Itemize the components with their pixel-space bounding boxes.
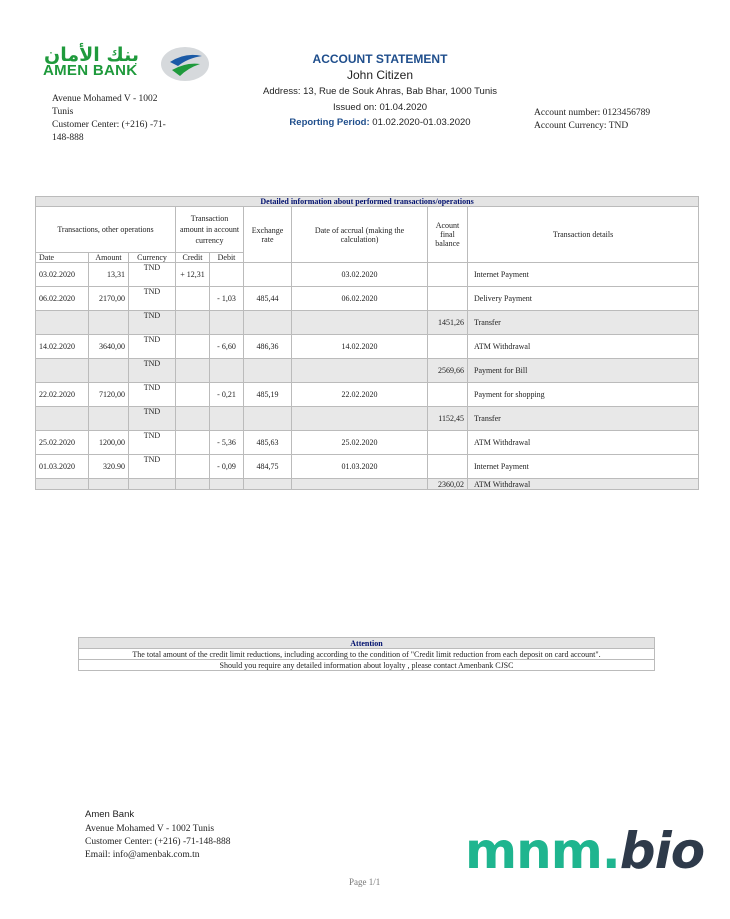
period-label: Reporting Period:: [289, 117, 370, 128]
cell-credit: [176, 455, 210, 479]
cell-credit: [176, 335, 210, 359]
footer-email: Email: info@amenbak.com.tn: [85, 850, 200, 860]
cell-amount: 7120,00: [89, 383, 129, 407]
cell-debit: - 6,60: [210, 335, 244, 359]
cell-credit: [176, 407, 210, 431]
cell-amount: [89, 359, 129, 383]
cell-debit: - 0,09: [210, 455, 244, 479]
cell-final-balance: [428, 287, 468, 311]
cell-accrual-date: [292, 407, 428, 431]
cell-debit: - 0,21: [210, 383, 244, 407]
cell-amount: 13,31: [89, 263, 129, 287]
table-row: [36, 431, 699, 455]
cell-details: ATM Withdrawal: [468, 335, 699, 359]
cell-date: [36, 311, 89, 335]
cell-final-balance: 2569,66: [428, 359, 468, 383]
cell-currency: [129, 479, 176, 490]
footer-bank-name: Amen Bank: [85, 809, 135, 820]
table-row: [36, 479, 699, 490]
cell-details: Internet Payment: [468, 455, 699, 479]
page-title: ACCOUNT STATEMENT: [312, 52, 448, 66]
attention-line-2: Should you require any detailed information about loyalty , please contact Amenbank CJSC: [79, 660, 655, 671]
cell-exchange-rate: [244, 311, 292, 335]
cell-credit: [176, 431, 210, 455]
header-transactions: Transactions, other operations: [36, 207, 176, 253]
header-final-balance: Acount final balance: [428, 207, 468, 263]
cell-accrual-date: [292, 359, 428, 383]
cell-accrual-date: 22.02.2020: [292, 383, 428, 407]
header-amount: Amount: [89, 253, 129, 263]
header-currency: Currency: [129, 253, 176, 263]
cell-amount: [89, 407, 129, 431]
attention-box: [78, 637, 655, 671]
cell-exchange-rate: 486,36: [244, 335, 292, 359]
table-row: [36, 287, 699, 311]
cell-date: 03.02.2020: [36, 263, 89, 287]
attention-title: Attention: [79, 638, 655, 649]
cell-debit: [210, 263, 244, 287]
cell-amount: 320.90: [89, 455, 129, 479]
table-title-text: Detailed information about performed transactions/operations: [260, 197, 474, 206]
cell-details: Payment for shopping: [468, 383, 699, 407]
header-date: Date: [36, 253, 89, 263]
bank-logo-arabic: بنك الأمان: [44, 44, 139, 66]
cell-currency: TND: [129, 263, 176, 287]
cell-credit: [176, 359, 210, 383]
attention-line-1: The total amount of the credit limit reductions, including according to the condition of "Credit limit reduction from each deposit on card account".: [79, 649, 655, 660]
footer-info: [85, 808, 230, 862]
cell-final-balance: 1152,45: [428, 407, 468, 431]
cell-currency: TND: [129, 383, 176, 407]
cell-currency: TND: [129, 431, 176, 455]
header-amount-in-currency: Transaction amount in account currency: [176, 207, 244, 253]
watermark-part-1: mnm.: [465, 822, 620, 880]
cell-final-balance: [428, 431, 468, 455]
watermark-part-2: bio: [619, 822, 705, 880]
cell-exchange-rate: [244, 479, 292, 490]
cell-debit: [210, 311, 244, 335]
customer-address: Address: 13, Rue de Souk Ahras, Bab Bhar, 1000 Tunis: [263, 86, 497, 97]
header-accrual-date: Date of accrual (making the calculation): [292, 207, 428, 263]
cell-final-balance: 2360,02: [428, 479, 468, 490]
cell-exchange-rate: [244, 359, 292, 383]
cell-final-balance: [428, 455, 468, 479]
header-debit: Debit: [210, 253, 244, 263]
cell-credit: [176, 311, 210, 335]
cell-debit: - 5,36: [210, 431, 244, 455]
cell-exchange-rate: 484,75: [244, 455, 292, 479]
table-row: [36, 455, 699, 479]
table-row: [36, 407, 699, 431]
cell-details: ATM Withdrawal: [468, 479, 699, 490]
header-exchange-rate: Exchange rate: [244, 207, 292, 263]
cell-details: Transfer: [468, 407, 699, 431]
table-row: [36, 335, 699, 359]
cell-details: Payment for Bill: [468, 359, 699, 383]
table-title: [36, 197, 699, 207]
transactions-table: [35, 196, 699, 490]
cell-credit: [176, 479, 210, 490]
cell-exchange-rate: 485,44: [244, 287, 292, 311]
cell-debit: [210, 479, 244, 490]
cell-details: ATM Withdrawal: [468, 431, 699, 455]
table-row: [36, 263, 699, 287]
cell-currency: TND: [129, 359, 176, 383]
cell-date: [36, 407, 89, 431]
watermark: [465, 822, 704, 880]
cell-credit: + 12,31: [176, 263, 210, 287]
bank-address-text: Avenue Mohamed V - 1002 Tunis: [52, 94, 158, 117]
cell-final-balance: [428, 263, 468, 287]
cell-details: Internet Payment: [468, 263, 699, 287]
cell-debit: - 1,03: [210, 287, 244, 311]
customer-name: John Citizen: [346, 68, 414, 82]
cell-credit: [176, 287, 210, 311]
cell-final-balance: [428, 383, 468, 407]
cell-accrual-date: [292, 479, 428, 490]
bank-address: [52, 93, 177, 145]
cell-amount: 2170,00: [89, 287, 129, 311]
cell-date: 25.02.2020: [36, 431, 89, 455]
footer-address: Avenue Mohamed V - 1002 Tunis: [85, 824, 215, 834]
cell-accrual-date: 25.02.2020: [292, 431, 428, 455]
cell-final-balance: 1451,26: [428, 311, 468, 335]
header-credit: Credit: [176, 253, 210, 263]
period-value: 01.02.2020-01.03.2020: [372, 117, 471, 128]
cell-amount: 1200,00: [89, 431, 129, 455]
cell-date: 22.02.2020: [36, 383, 89, 407]
cell-date: [36, 359, 89, 383]
cell-accrual-date: [292, 311, 428, 335]
cell-debit: [210, 359, 244, 383]
cell-date: [36, 479, 89, 490]
cell-accrual-date: 01.03.2020: [292, 455, 428, 479]
cell-date: 06.02.2020: [36, 287, 89, 311]
footer-customer-center: Customer Center: (+216) -71-148-888: [85, 837, 231, 847]
cell-exchange-rate: 485,63: [244, 431, 292, 455]
cell-accrual-date: 03.02.2020: [292, 263, 428, 287]
cell-details: Transfer: [468, 311, 699, 335]
cell-accrual-date: 06.02.2020: [292, 287, 428, 311]
bank-logo-text: AMEN BANK: [43, 62, 138, 79]
cell-details: Delivery Payment: [468, 287, 699, 311]
cell-accrual-date: 14.02.2020: [292, 335, 428, 359]
cell-credit: [176, 383, 210, 407]
bank-logo-globe-icon: [160, 46, 210, 82]
cell-date: 01.03.2020: [36, 455, 89, 479]
cell-date: 14.02.2020: [36, 335, 89, 359]
cell-amount: 3640,00: [89, 335, 129, 359]
cell-exchange-rate: [244, 263, 292, 287]
cell-exchange-rate: [244, 407, 292, 431]
page-number: Page 1/1: [349, 877, 381, 887]
cell-amount: [89, 311, 129, 335]
issued-date: Issued on: 01.04.2020: [332, 102, 428, 113]
cell-currency: TND: [129, 407, 176, 431]
account-info: [534, 107, 650, 133]
cell-currency: TND: [129, 455, 176, 479]
statement-header: [230, 52, 530, 131]
cell-currency: TND: [129, 311, 176, 335]
account-number: Account number: 0123456789: [534, 108, 651, 118]
cell-final-balance: [428, 335, 468, 359]
table-row: [36, 383, 699, 407]
account-currency: Account Currency: TND: [534, 121, 629, 131]
cell-exchange-rate: 485,19: [244, 383, 292, 407]
cell-currency: TND: [129, 287, 176, 311]
cell-currency: TND: [129, 335, 176, 359]
cell-amount: [89, 479, 129, 490]
table-row: [36, 311, 699, 335]
table-row: [36, 359, 699, 383]
header-details: Transaction details: [468, 207, 699, 263]
bank-customer-center: Customer Center: (+216) -71-148-888: [52, 120, 166, 143]
cell-debit: [210, 407, 244, 431]
